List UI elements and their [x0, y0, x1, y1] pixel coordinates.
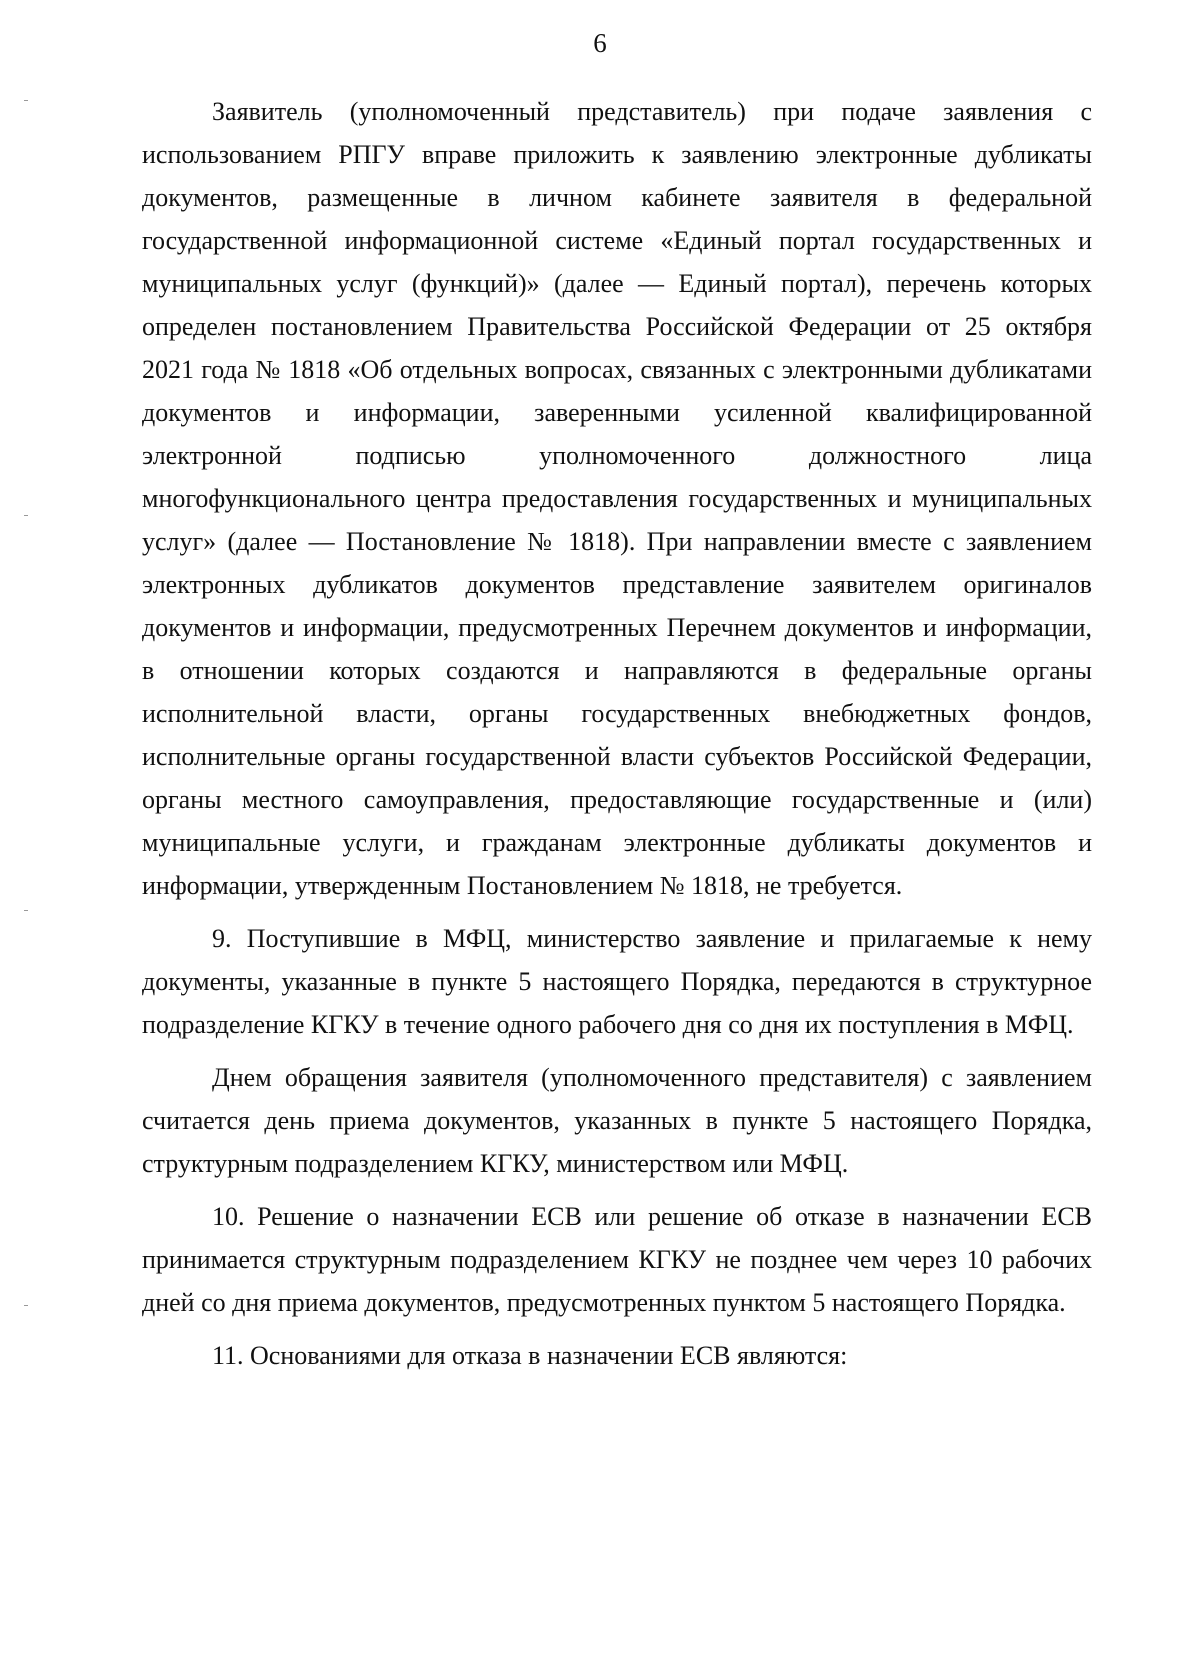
scan-margin-mark — [24, 100, 28, 101]
document-body — [142, 90, 1092, 1377]
paragraph-item-10: 10. Решение о назначении ЕСВ или решение об отказе в назначении ЕСВ принимается структурным подразделением КГКУ не позднее чем через 10 рабочих дней со дня приема документов, предусмотренных пунктом 5 настоящего Порядка. — [142, 1202, 1092, 1317]
paragraph-item-9: 9. Поступившие в МФЦ, министерство заявление и прилагаемые к нему документы, указанные в пункте 5 настоящего Порядка, передаются в структурное подразделение КГКУ в течение одного рабочего дня со дня их поступления в МФЦ. — [142, 924, 1092, 1039]
paragraph-item-11: 11. Основаниями для отказа в назначении ЕСВ являются: — [212, 1341, 848, 1370]
paragraph-application-date: Днем обращения заявителя (уполномоченного представителя) с заявлением считается день приема документов, указанных в пункте 5 настоящего Порядка, структурным подразделением КГКУ, министерством или МФЦ. — [142, 1063, 1092, 1178]
scan-margin-mark — [24, 1305, 28, 1306]
scan-margin-mark — [24, 910, 28, 911]
page-number: 6 — [593, 28, 607, 58]
paragraph-epgu-duplicates: Заявитель (уполномоченный представитель) при подаче заявления с использованием РПГУ вправе приложить к заявлению электронные дубликаты документов, размещенные в личном кабинете заявителя в федеральной государственной информационной системе «Единый портал государственных и муниципальных услуг (функций)» (далее — Единый портал), перечень которых определен постановлением Правительства Российской Федерации от 25 октября 2021 года № 1818 «Об отдельных вопросах, связанных с электронными дубликатами документов и информации, заверенными усиленной квалифицированной электронной подписью уполномоченного должностного лица многофункционального центра предоставления государственных и муниципальных услуг» (далее — Постановление № 1818). При направлении вместе с заявлением электронных дубликатов документов представление заявителем оригиналов документов и информации, предусмотренных Перечнем документов и информации, в отношении которых создаются и направляются в федеральные органы исполнительной власти, органы государственных внебюджетных фондов, исполнительные органы государственной власти субъектов Российской Федерации, органы местного самоуправления, предоставляющие государственные и (или) муниципальные услуги, и гражданам электронные дубликаты документов и информации, утвержденным Постановлением № 1818, не требуется. — [142, 97, 1092, 900]
scan-margin-mark — [24, 515, 28, 516]
